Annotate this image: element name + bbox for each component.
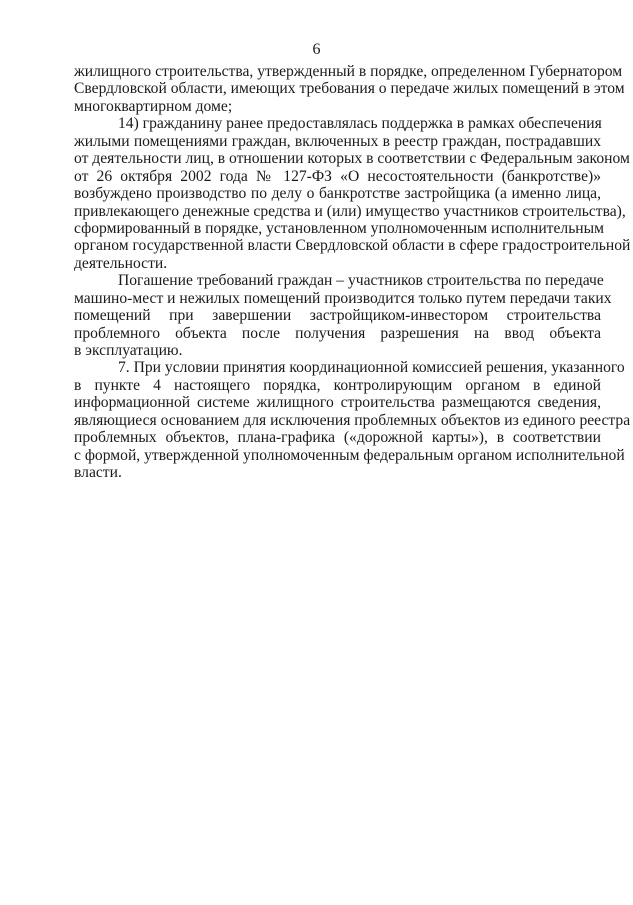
- paragraph-item-14: [74, 115, 631, 272]
- text-line: 7. При условии принятия координационной комиссией решения, указанного: [118, 359, 625, 377]
- text-line: информационной системе жилищного строительства размещаются сведения,: [74, 394, 601, 412]
- page-number: 6: [312, 41, 321, 58]
- text-line: проблемных объектов, плана-графика («дорожной карты»), в соответствии: [74, 429, 601, 447]
- text-line: Свердловской области, имеющих требования о передаче жилых помещений в этом: [74, 80, 625, 98]
- document-body: [74, 63, 631, 482]
- text-line: с формой, утвержденной уполномоченным федеральным органом исполнительной: [74, 446, 625, 464]
- text-line: машино-мест и нежилых помещений производится только путем передачи таких: [74, 289, 612, 307]
- text-line: 14) гражданину ранее предоставлялась поддержка в рамках обеспечения: [118, 115, 602, 133]
- text-line: власти.: [74, 464, 122, 482]
- text-line: привлекающего денежные средства и (или) имущество участников строительства),: [74, 202, 626, 220]
- text-line: от деятельности лиц, в отношении которых в соответствии с Федеральным законом: [74, 150, 630, 168]
- text-line: Погашение требований граждан – участников строительства по передаче: [118, 272, 604, 290]
- text-line: многоквартирном доме;: [74, 97, 233, 115]
- paragraph-item-7: [74, 359, 631, 482]
- text-line: возбуждено производство по делу о банкротстве застройщика (а именно лица,: [74, 185, 601, 203]
- text-line: сформированный в порядке, установленном уполномоченным исполнительным: [74, 219, 604, 237]
- text-line: от 26 октября 2002 года № 127-ФЗ «О несостоятельности (банкротстве)»: [74, 167, 601, 185]
- text-line: проблемного объекта после получения разрешения на ввод объекта: [74, 324, 601, 342]
- text-line: в эксплуатацию.: [74, 342, 183, 359]
- text-line: органом государственной власти Свердловской области в сфере градостроительной: [74, 237, 631, 255]
- text-line: деятельности.: [74, 254, 168, 272]
- paragraph-continuation: [74, 63, 625, 115]
- text-line: жилыми помещениями граждан, включенных в реестр граждан, пострадавших: [74, 132, 601, 150]
- text-line: жилищного строительства, утвержденный в порядке, определенном Губернатором: [74, 63, 623, 80]
- text-line: в пункте 4 настоящего порядка, контролирующим органом в единой: [74, 376, 601, 394]
- text-line: являющиеся основанием для исключения проблемных объектов из единого реестра: [74, 411, 631, 429]
- paragraph-repayment: [74, 272, 612, 359]
- text-line: помещений при завершении застройщиком-инвестором строительства: [74, 307, 601, 325]
